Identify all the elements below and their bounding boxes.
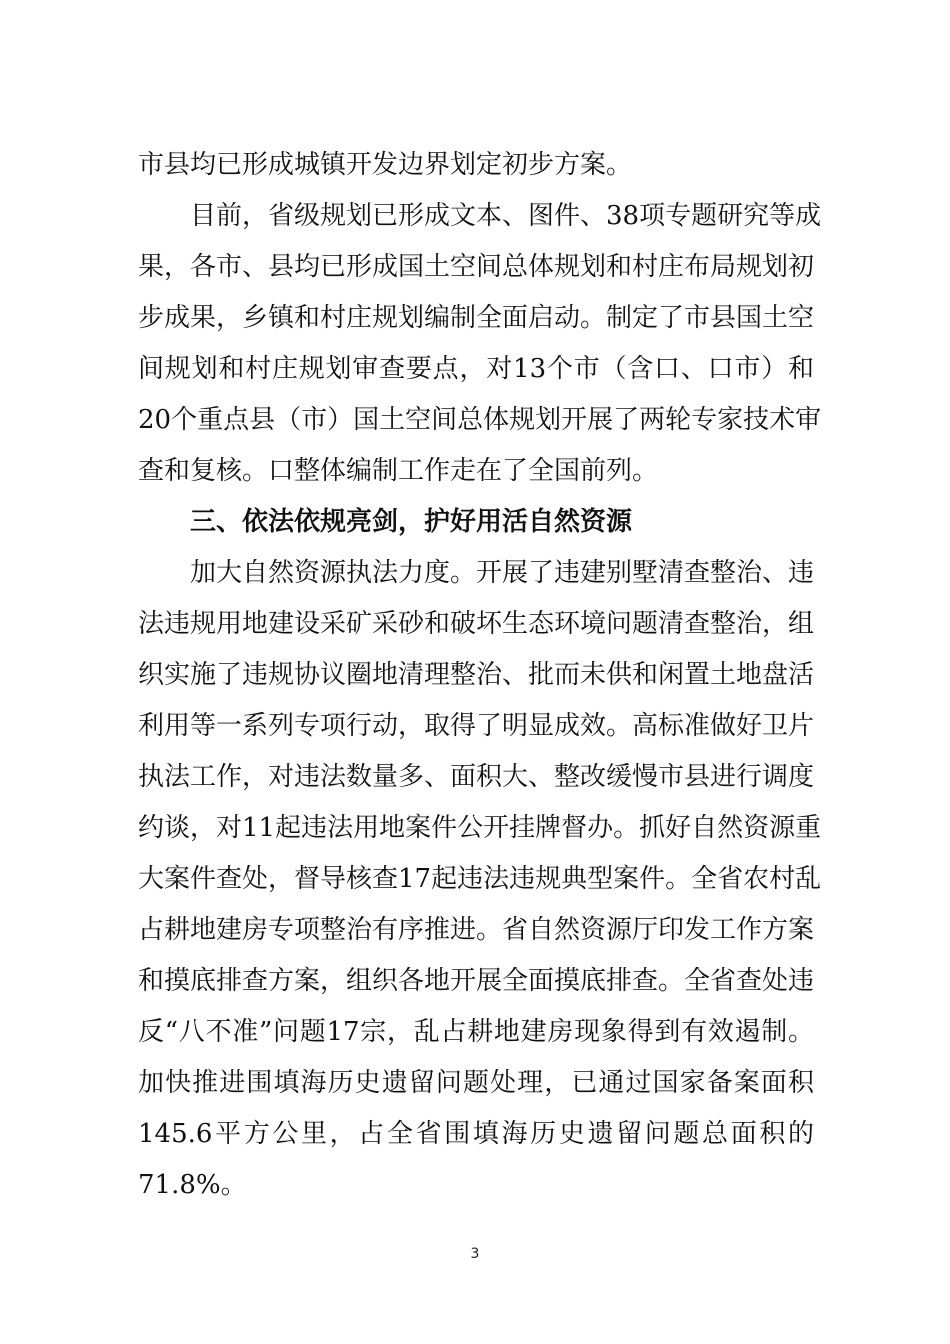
paragraph-line: 市县均已形成城镇开发边界划定初步方案。 <box>138 150 633 180</box>
paragraph-line: 约谈，对11起违法用地案件公开挂牌督办。抓好自然资源重 <box>138 813 822 843</box>
paragraph-line: 20个重点县（市）国土空间总体规划开展了两轮专家技术审 <box>138 405 822 435</box>
paragraph-line: 法违规用地建设采矿采砂和破坏生态环境问题清查整治，组 <box>138 609 815 639</box>
paragraph-line: 加大自然资源执法力度。开展了违建别墅清查整治、违 <box>190 558 815 588</box>
paragraph-line: 加快推进围填海历史遗留问题处理，已通过国家备案面积 <box>138 1068 814 1098</box>
paragraph-line: 步成果，乡镇和村庄规划编制全面启动。制定了市县国土空 <box>138 303 815 333</box>
paragraph-line: 大案件查处，督导核查17起违法违规典型案件。全省农村乱 <box>138 864 822 894</box>
paragraph-line: 目前，省级规划已形成文本、图件、38项专题研究等成 <box>190 201 822 231</box>
paragraph-line: 145.6平方公里，占全省围填海历史遗留问题总面积的 <box>138 1119 814 1149</box>
body-text <box>138 140 822 1211</box>
paragraph-line: 果，各市、县均已形成国土空间总体规划和村庄布局规划初 <box>138 252 815 282</box>
paragraph-line: 织实施了违规协议圈地清理整治、批而未供和闲置土地盘活 <box>138 660 815 690</box>
paragraph-line: 执法工作，对违法数量多、面积大、整改缓慢市县进行调度 <box>138 762 815 792</box>
paragraph-line: 利用等一系列专项行动，取得了明显成效。高标准做好卫片 <box>138 711 815 741</box>
paragraph-line: 反“八不准”问题17宗，乱占耕地建房现象得到有效遏制。 <box>138 1017 814 1047</box>
paragraph-line: 和摸底排查方案，组织各地开展全面摸底排查。全省查处违 <box>138 966 815 996</box>
paragraph-line: 71.8%。 <box>138 1170 247 1200</box>
paragraph-line: 查和复核。口整体编制工作走在了全国前列。 <box>138 456 659 486</box>
section-heading: 三、依法依规亮剑，护好用活自然资源 <box>190 507 633 537</box>
paragraph-line: 占耕地建房专项整治有序推进。省自然资源厅印发工作方案 <box>138 915 815 945</box>
paragraph-line: 间规划和村庄规划审查要点，对13个市（含口、口市）和 <box>138 354 814 384</box>
page-number: 3 <box>470 1246 480 1262</box>
